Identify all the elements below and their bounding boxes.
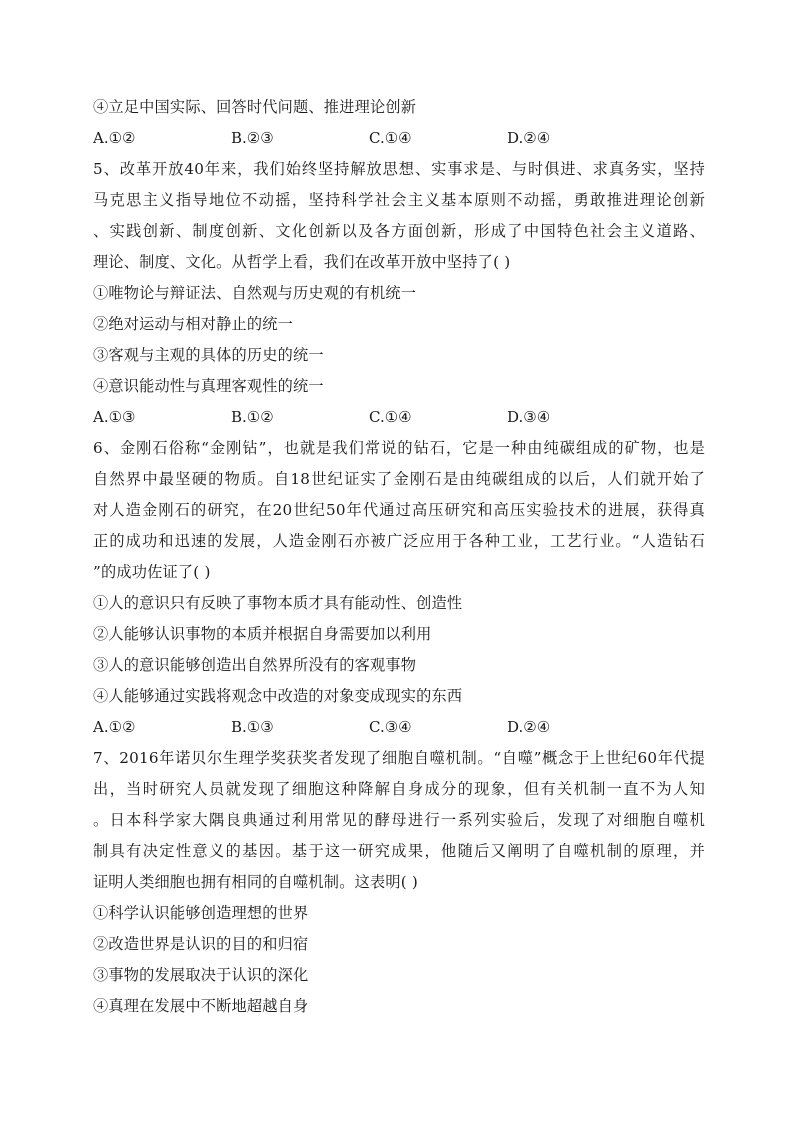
question-6 xyxy=(93,433,705,743)
question-stem-line: 出，当时研究人员就发现了细胞这种降解自身成分的现象，但有关机制一直不为人知 xyxy=(93,780,705,798)
question-7 xyxy=(93,743,705,1022)
question-stem-line: 正的成功和迅速的发展，人造金刚石亦被广泛应用于各种工业，工艺行业。“人造钻石 xyxy=(93,532,705,550)
question-stem-line: 马克思主义指导地位不动摇，坚持科学社会主义基本原则不动摇，勇敢推进理论创新 xyxy=(93,191,705,209)
option-b: B.①② xyxy=(231,408,274,426)
option-c: C.③④ xyxy=(369,718,412,736)
statement-1: ①科学认识能够创造理想的世界 xyxy=(93,904,309,922)
question-stem-line: 。日本科学家大隅良典通过利用常见的酵母进行一系列实验后，发现了对细胞自噬机 xyxy=(93,811,705,829)
exam-page xyxy=(93,92,705,1022)
statement-3: ③人的意识能够创造出自然界所没有的客观事物 xyxy=(93,656,417,674)
statement-3: ③客观与主观的具体的历史的统一 xyxy=(93,346,324,364)
question-stem-line: 对人造金刚石的研究，在20世纪50年代通过高压研究和高压实验技术的进展，获得真 xyxy=(93,501,705,519)
statement-1: ①唯物论与辩证法、自然观与历史观的有机统一 xyxy=(93,284,417,302)
option-d: D.②④ xyxy=(507,129,551,147)
question-stem-line: 、实践创新、制度创新、文化创新以及各方面创新，形成了中国特色社会主义道路、 xyxy=(93,222,705,240)
option-c: C.①④ xyxy=(369,408,412,426)
statement-4: ④真理在发展中不断地超越自身 xyxy=(93,997,309,1015)
question-stem-line: 6、金刚石俗称“金刚钻”，也就是我们常说的钻石，它是一种由纯碳组成的矿物，也是 xyxy=(93,439,705,457)
option-b: B.①③ xyxy=(231,718,274,736)
statement-4: ④人能够通过实践将观念中改造的对象变成现实的东西 xyxy=(93,687,463,705)
option-a: A.①③ xyxy=(93,408,136,426)
question-stem-line: 5、改革开放40年来，我们始终坚持解放思想、实事求是、与时俱进、求真务实，坚持 xyxy=(93,160,705,178)
statement-4: ④意识能动性与真理客观性的统一 xyxy=(93,377,324,395)
option-c: C.①④ xyxy=(369,129,412,147)
question-5 xyxy=(93,154,705,433)
statement-1: ①人的意识只有反映了事物本质才具有能动性、创造性 xyxy=(93,594,463,612)
option-d: D.②④ xyxy=(507,718,551,736)
answer-options xyxy=(93,123,705,154)
question-stem-line: 理论、制度、文化。从哲学上看，我们在改革开放中坚持了( ) xyxy=(93,253,511,271)
option-d: D.③④ xyxy=(507,408,551,426)
question-stem-line: 自然界中最坚硬的物质。自18世纪证实了金刚石是由纯碳组成的以后，人们就开始了 xyxy=(93,470,705,488)
answer-options xyxy=(93,712,705,743)
statement-2: ②改造世界是认识的目的和归宿 xyxy=(93,935,309,953)
question-stem-line: 7、2016年诺贝尔生理学奖获奖者发现了细胞自噬机制。“自噬”概念于上世纪60年代提 xyxy=(93,749,705,767)
question-stem-line: ”的成功佐证了( ) xyxy=(93,563,211,581)
statement-2: ②人能够认识事物的本质并根据自身需要加以利用 xyxy=(93,625,432,643)
option-a: A.①② xyxy=(93,129,136,147)
option-b: B.②③ xyxy=(231,129,274,147)
answer-options xyxy=(93,402,705,433)
option-a: A.①② xyxy=(93,718,136,736)
statement-4: ④立足中国实际、回答时代问题、推进理论创新 xyxy=(93,98,417,116)
statement-2: ②绝对运动与相对静止的统一 xyxy=(93,315,294,333)
statement-3: ③事物的发展取决于认识的深化 xyxy=(93,966,309,984)
question-stem-line: 制具有决定性意义的基因。基于这一研究成果，他随后又阐明了自噬机制的原理，并 xyxy=(93,842,705,860)
question-stem-line: 证明人类细胞也拥有相同的自噬机制。这表明( ) xyxy=(93,873,419,891)
